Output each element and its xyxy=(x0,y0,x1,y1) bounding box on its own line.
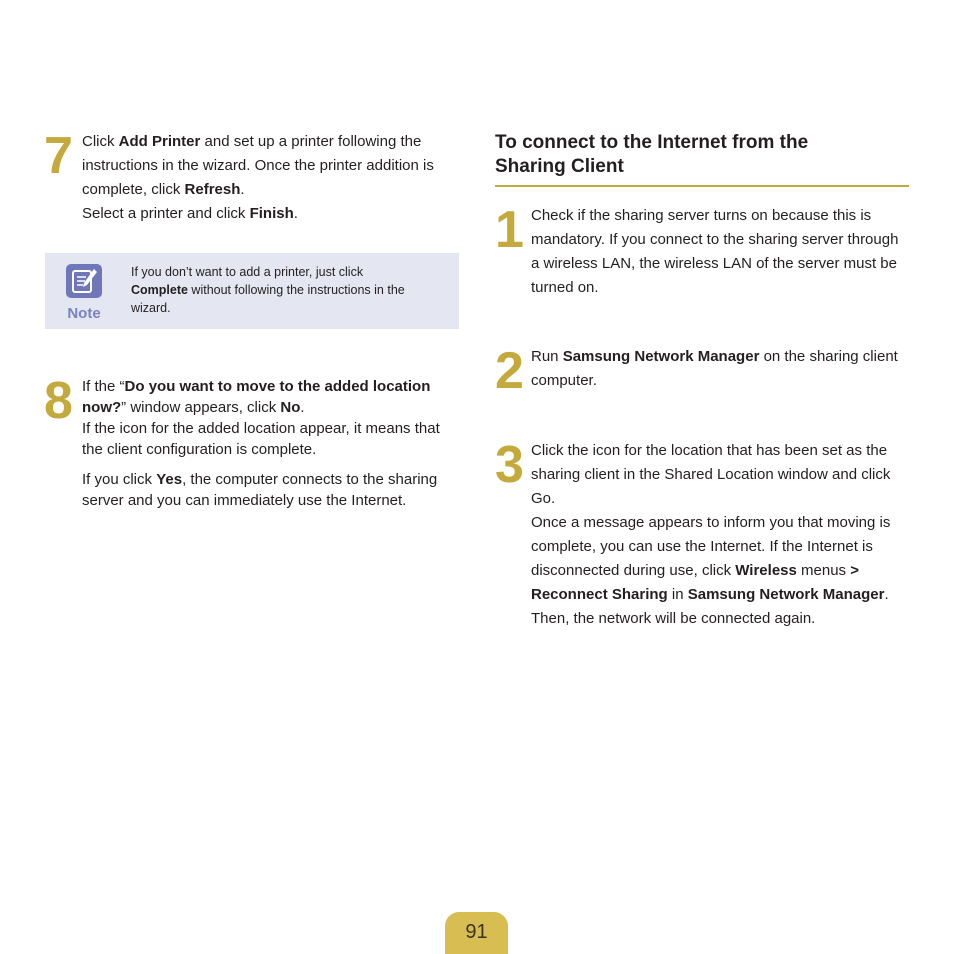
ui-term: Samsung Network Manager xyxy=(687,586,885,603)
step-2-text: Run Samsung Network Manager on the sharing client computer. xyxy=(531,348,898,389)
ui-term: Finish xyxy=(249,205,294,222)
ui-term: No xyxy=(280,399,301,416)
step-number: 3 xyxy=(495,436,524,494)
note-box xyxy=(45,253,459,329)
note-label: Note xyxy=(67,305,101,322)
step-1-text: Check if the sharing server turns on because this is mandatory. If you connect to the sharing server through a wireless LAN, the wireless LAN of the server must be turned on. xyxy=(531,207,899,296)
section-title: To connect to the Internet from the Sharing Client xyxy=(495,132,809,177)
ui-term: > Reconnect Sharing xyxy=(531,562,859,603)
ui-term: Add Printer xyxy=(118,133,201,150)
ui-term: Yes xyxy=(156,471,183,488)
step-3-text: Click the icon for the location that has been set as the sharing client in the Shared Location window and click Go. Once a message appears to inform you that moving is complete, you can use the Internet. If the Internet is disconnected during use, click Wireless menus > Reconnect Sharing in Samsung Network Manager. Then, the network will be connected again. xyxy=(531,442,891,627)
section-divider xyxy=(495,185,909,187)
ui-term: Wireless xyxy=(735,562,797,579)
step-8-text: If the “Do you want to move to the added location now?” window appears, click No. If the icon for the added location appear, it means that the client configuration is complete. If you click Yes, the computer connects to the sharing server and you can immediately use the Internet. xyxy=(82,378,440,509)
step-7-text: Click Add Printer and set up a printer following the instructions in the wizard. Once the printer addition is complete, click Refresh. Select a printer and click Finish. xyxy=(82,133,434,222)
step-number: 7 xyxy=(44,127,73,185)
ui-term: Do you want to move to the added location now? xyxy=(82,378,431,416)
step-number: 8 xyxy=(44,372,73,430)
ui-term: Samsung Network Manager xyxy=(562,348,760,365)
note-text: If you don’t want to add a printer, just click Complete without following the instructions in the wizard. xyxy=(131,265,405,315)
step-number: 1 xyxy=(495,201,524,259)
page-number-tab xyxy=(445,912,508,954)
ui-term: Complete xyxy=(131,283,188,297)
page-number: 91 xyxy=(465,921,488,943)
step-number: 2 xyxy=(495,342,524,400)
ui-term: Refresh xyxy=(184,181,241,198)
pencil-note-icon xyxy=(66,264,102,298)
